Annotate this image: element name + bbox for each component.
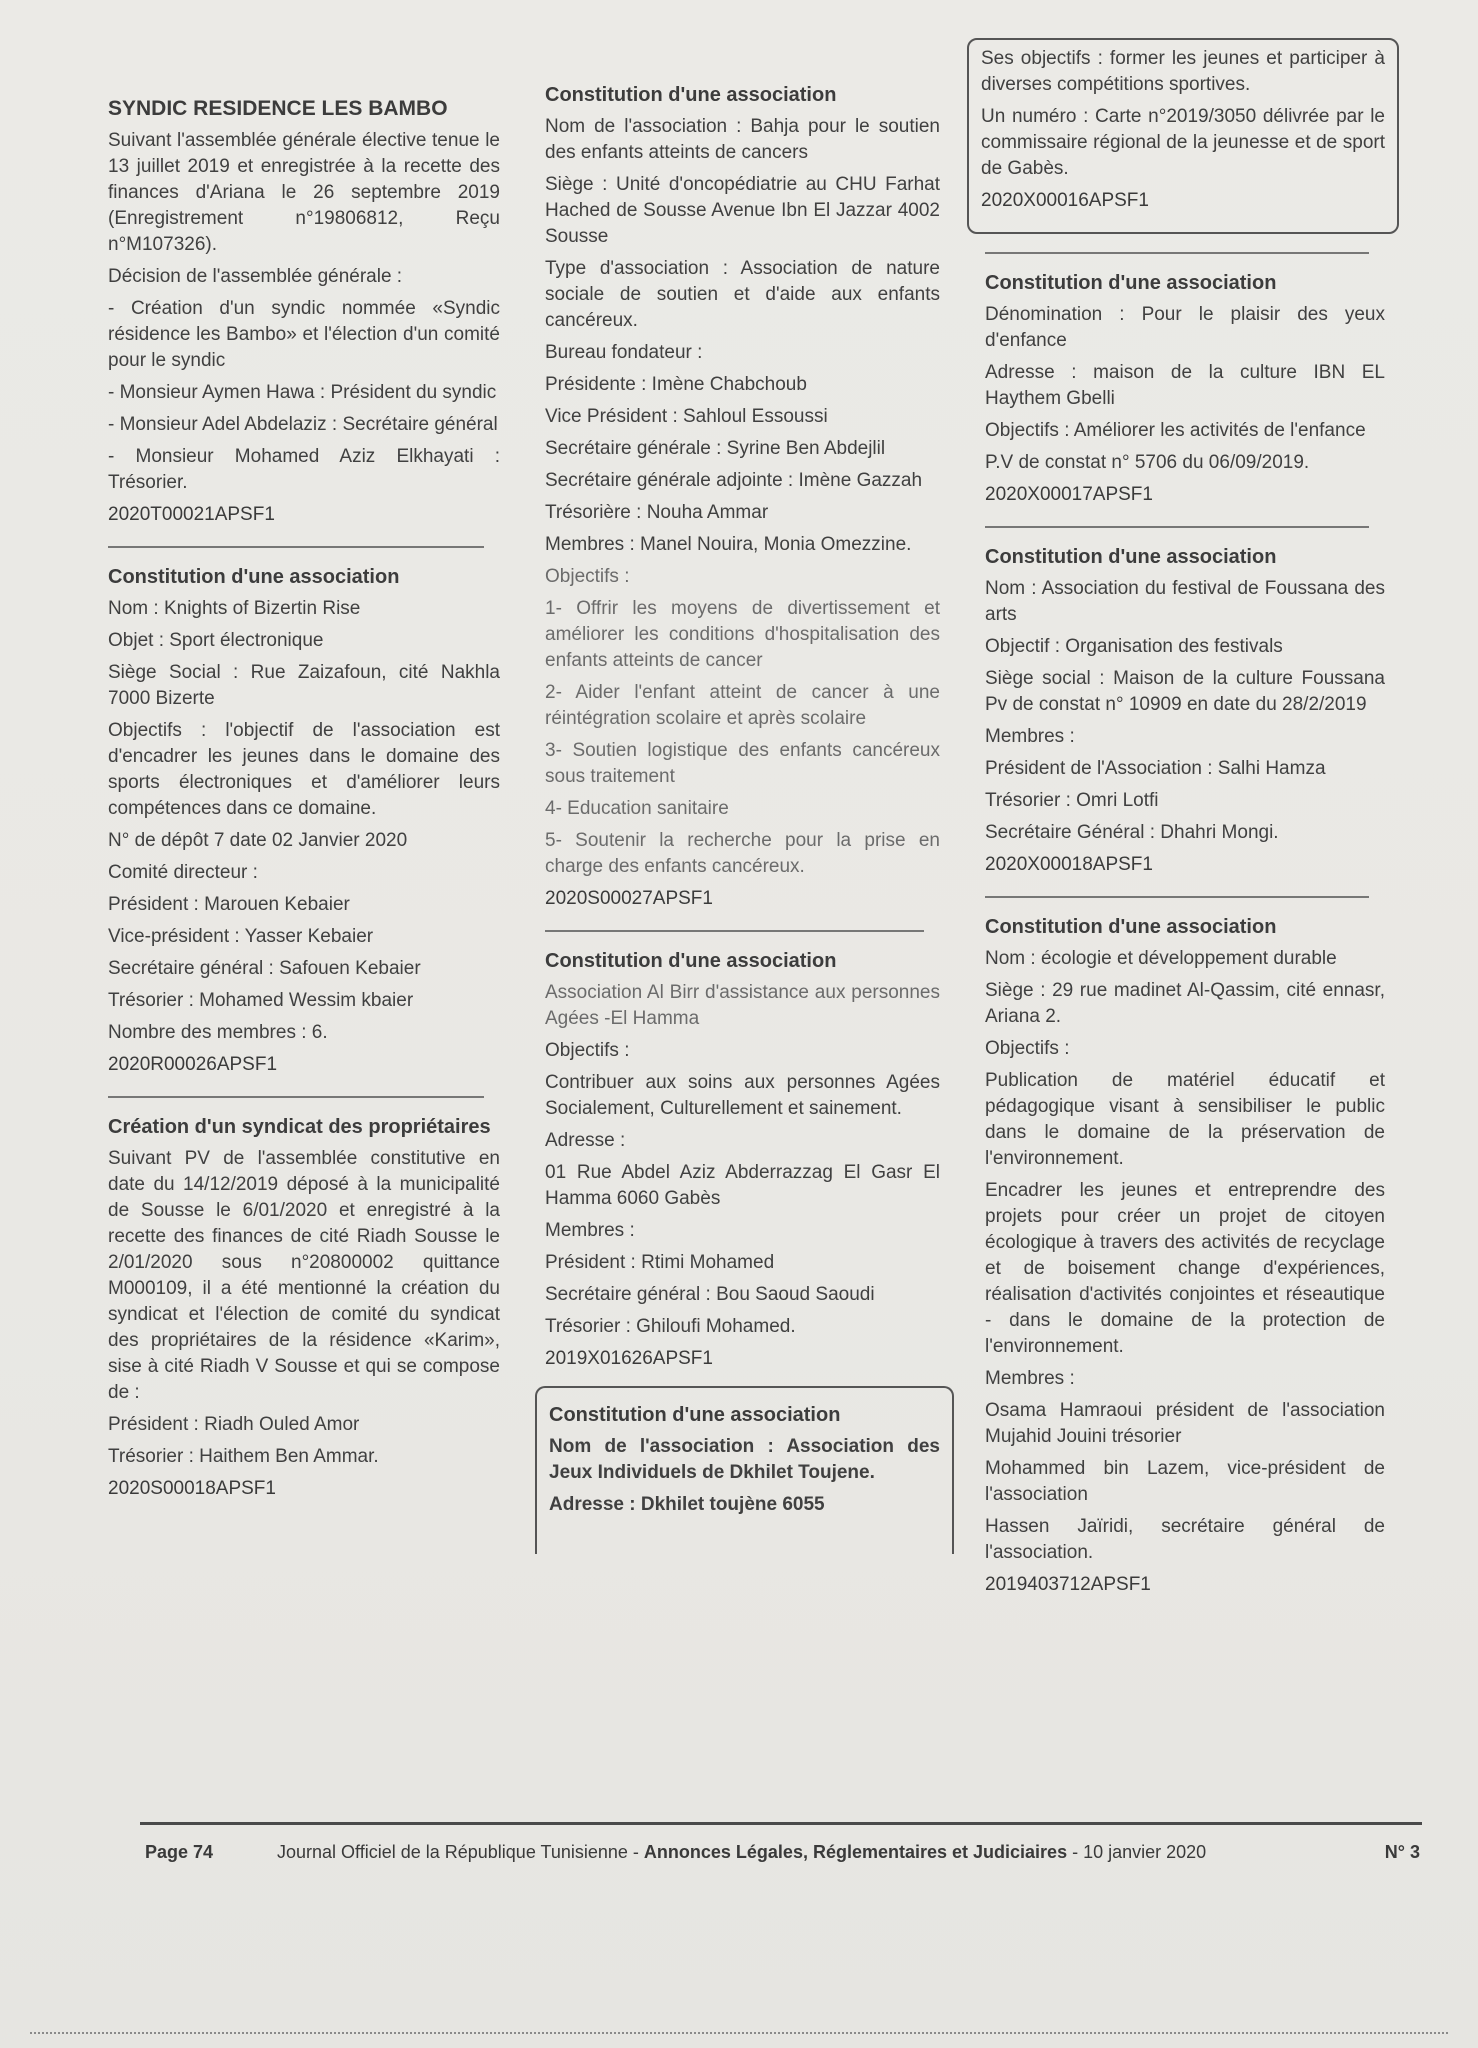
notice-text: Président : Marouen Kebaier — [108, 894, 350, 915]
notice-text: Membres : — [545, 1220, 635, 1241]
notice-text: Adresse : — [545, 1130, 626, 1151]
notice-text: 2- Aider l'enfant atteint de cancer à une réintégration scolaire et après scolaire — [545, 682, 940, 729]
section-divider — [108, 546, 484, 548]
notice-text: Adresse : Dkhilet toujène 6055 — [549, 1494, 825, 1515]
journal-section: Annonces Légales, Réglementaires et Judiciaires — [643, 1842, 1068, 1862]
notice-text: Présidente : Imène Chabchoub — [545, 374, 807, 395]
notice-text: P.V de constat n° 5706 du 06/09/2019. — [985, 452, 1310, 473]
notice-title: Constitution d'une association — [108, 566, 400, 588]
notice-text: Nom de l'association : Association des Jeux Individuels de Dkhilet Toujene. — [549, 1436, 940, 1483]
notice-reference: 2020R00026APSF1 — [108, 1054, 278, 1075]
notice-text: Suivant PV de l'assemblée constitutive en date du 14/12/2019 déposé à la municipalité de Sousse le 6/01/2020 et enregistré à la recette des finances de cité Riadh Sousse le 2/01/2020 sous n°20800002 quittance M000109, il a été mentionné la création du syndicat et l'élection de comité du syndicat des propriétaires de la résidence «Karim», sise à cité Riadh V Sousse et qui se compose de : — [108, 1148, 500, 1403]
notice-text: Secrétaire général : Bou Saoud Saoudi — [545, 1284, 875, 1305]
notice-text: Objectifs : — [985, 1038, 1070, 1059]
notice-text: - Monsieur Aymen Hawa : Président du syndic — [108, 382, 497, 403]
notice-syndic-bambo — [108, 96, 500, 528]
notice-text: Vice-président : Yasser Kebaier — [108, 926, 374, 947]
notice-title: Constitution d'une association — [545, 84, 837, 106]
notice-text: Vice Président : Sahloul Essoussi — [545, 406, 828, 427]
notice-text: Président de l'Association : Salhi Hamza — [985, 758, 1326, 779]
notice-text: 5- Soutenir la recherche pour la prise en charge des enfants cancéreux. — [545, 830, 940, 877]
notice-text: Trésorier : Mohamed Wessim kbaier — [108, 990, 414, 1011]
notice-text: Secrétaire Général : Dhahri Mongi. — [985, 822, 1279, 843]
notice-reference: 2020T00021APSF1 — [108, 504, 275, 525]
notice-text: Nombre des membres : 6. — [108, 1022, 328, 1043]
notice-text: Secrétaire général : Safouen Kebaier — [108, 958, 421, 979]
notice-text: - Création d'un syndic nommée «Syndic résidence les Bambo» et l'élection d'un comité pour le syndic — [108, 298, 500, 371]
notice-text: Trésorière : Nouha Ammar — [545, 502, 769, 523]
notice-text: Objectifs : — [545, 566, 630, 587]
notice-bahja — [545, 82, 940, 912]
notice-title: Constitution d'une association — [985, 272, 1277, 294]
page-number: Page 74 — [145, 1842, 214, 1862]
notice-ecologie — [985, 914, 1385, 1598]
section-divider — [985, 896, 1369, 898]
notice-text: 3- Soutien logistique des enfants cancéreux sous traitement — [545, 740, 940, 787]
notice-al-birr — [545, 948, 940, 1372]
notice-text: Contribuer aux soins aux personnes Agées Socialement, Culturellement et sainement. — [545, 1072, 940, 1119]
journal-title — [277, 1842, 1206, 1863]
notice-text: Siège : Unité d'oncopédiatrie au CHU Farhat Hached de Sousse Avenue Ibn El Jazzar 4002 Sousse — [545, 174, 940, 247]
notice-text: Siège Social : Rue Zaizafoun, cité Nakhla 7000 Bizerte — [108, 662, 500, 709]
notice-text: Nom : Association du festival de Foussana des arts — [985, 578, 1385, 625]
section-divider — [545, 930, 924, 932]
notice-foussana — [985, 544, 1385, 878]
notice-text: Type d'association : Association de nature sociale de soutien et d'aide aux enfants cancéreux. — [545, 258, 940, 331]
notice-continued-gabes — [967, 38, 1399, 234]
notice-title: SYNDIC RESIDENCE LES BAMBO — [108, 97, 448, 120]
notice-text: Secrétaire générale adjointe : Imène Gazzah — [545, 470, 923, 491]
notice-title: Création d'un syndicat des propriétaires — [108, 1116, 491, 1138]
notice-text: Membres : Manel Nouira, Monia Omezzine. — [545, 534, 912, 555]
notice-title: Constitution d'une association — [985, 916, 1277, 938]
section-divider — [985, 252, 1369, 254]
notice-text: Président : Rtimi Mohamed — [545, 1252, 775, 1273]
journal-name: Journal Officiel de la République Tunisienne - — [277, 1842, 639, 1862]
notice-text: Membres : — [985, 726, 1075, 747]
notice-syndicat-karim — [108, 1114, 500, 1502]
issue-number: N° 3 — [1384, 1842, 1420, 1862]
notice-reference: 2020S00027APSF1 — [545, 888, 713, 909]
notice-text: Hassen Jaïridi, secrétaire général de l'association. — [985, 1516, 1385, 1563]
scan-edge-line — [30, 2032, 1448, 2034]
column-3 — [981, 48, 1385, 1612]
notice-text: Bureau fondateur : — [545, 342, 703, 363]
notice-text: N° de dépôt 7 date 02 Janvier 2020 — [108, 830, 408, 851]
notice-reference: 2019403712APSF1 — [985, 1574, 1151, 1595]
notice-reference: 2020X00016APSF1 — [981, 190, 1149, 211]
notice-text: Ses objectifs : former les jeunes et participer à diverses compétitions sportives. — [981, 48, 1385, 95]
notice-text: Trésorier : Omri Lotfi — [985, 790, 1159, 811]
notice-text: Nom de l'association : Bahja pour le soutien des enfants atteints de cancers — [545, 116, 940, 163]
notice-reference: 2020S00018APSF1 — [108, 1478, 276, 1499]
section-divider — [108, 1096, 484, 1098]
section-divider — [985, 526, 1369, 528]
notice-text: 01 Rue Abdel Aziz Abderrazzag El Gasr El Hamma 6060 Gabès — [545, 1162, 940, 1209]
notice-text: Dénomination : Pour le plaisir des yeux d'enfance — [985, 304, 1385, 351]
notice-text: Comité directeur : — [108, 862, 258, 883]
notice-text: Objectifs : l'objectif de l'association est d'encadrer les jeunes dans le domaine des sports électroniques et d'améliorer leurs compétences dans ce domaine. — [108, 720, 500, 819]
notice-text: Encadrer les jeunes et entreprendre des projets pour créer un projet de citoyen écologique à travers des activités de recyclage et de boisement change d'expériences, réalisation d'activités conjointes et réseautique - dans le domaine de la protection de l'environnement. — [985, 1180, 1385, 1357]
notice-reference: 2019X01626APSF1 — [545, 1348, 713, 1369]
notice-knights-bizertin — [108, 564, 500, 1078]
notice-text: Président : Riadh Ouled Amor — [108, 1414, 360, 1435]
column-2 — [545, 60, 940, 1554]
notice-text: Nom : Knights of Bizertin Rise — [108, 598, 361, 619]
notice-text: - Monsieur Mohamed Aziz Elkhayati : Trésorier. — [108, 446, 500, 493]
journal-date: - 10 janvier 2020 — [1072, 1842, 1207, 1862]
notice-text: Objectifs : — [545, 1040, 630, 1061]
notice-text: Secrétaire générale : Syrine Ben Abdejlil — [545, 438, 886, 459]
notice-text: Mohammed bin Lazem, vice-président de l'association — [985, 1458, 1385, 1505]
notice-plaisir-yeux — [985, 270, 1385, 508]
notice-text: Trésorier : Haithem Ben Ammar. — [108, 1446, 379, 1467]
notice-text: Adresse : maison de la culture IBN EL Haythem Gbelli — [985, 362, 1385, 409]
notice-title: Constitution d'une association — [985, 546, 1277, 568]
notice-text: Objet : Sport électronique — [108, 630, 324, 651]
notice-text: Nom : écologie et développement durable — [985, 948, 1337, 969]
notice-text: - Monsieur Adel Abdelaziz : Secrétaire général — [108, 414, 498, 435]
notice-text: Un numéro : Carte n°2019/3050 délivrée par le commissaire régional de la jeunesse et de sport de Gabès. — [981, 106, 1385, 179]
notice-text: 1- Offrir les moyens de divertissement et améliorer les conditions d'hospitalisation des enfants atteints de cancer — [545, 598, 940, 671]
notice-text: 4- Education sanitaire — [545, 798, 729, 819]
notice-title: Constitution d'une association — [549, 1404, 841, 1426]
notice-text: Osama Hamraoui président de l'association Mujahid Jouini trésorier — [985, 1400, 1385, 1447]
notice-text: Objectifs : Améliorer les activités de l'enfance — [985, 420, 1366, 441]
notice-dkhilet-toujene — [535, 1386, 954, 1554]
notice-reference: 2020X00018APSF1 — [985, 854, 1153, 875]
notice-title: Constitution d'une association — [545, 950, 837, 972]
notice-reference: 2020X00017APSF1 — [985, 484, 1153, 505]
notice-text: Trésorier : Ghiloufi Mohamed. — [545, 1316, 796, 1337]
notice-text: Siège social : Maison de la culture Foussana Pv de constat n° 10909 en date du 28/2/2019 — [985, 668, 1385, 715]
notice-text: Siège : 29 rue madinet Al-Qassim, cité ennasr, Ariana 2. — [985, 980, 1385, 1027]
notice-text: Publication de matériel éducatif et pédagogique visant à sensibiliser le public dans le domaine de la préservation de l'environnement. — [985, 1070, 1385, 1169]
notice-text: Suivant l'assemblée générale élective tenue le 13 juillet 2019 et enregistrée à la recette des finances d'Ariana le 26 septembre 2019 (Enregistrement n°19806812, Reçu n°M107326). — [108, 130, 500, 255]
notice-text: Association Al Birr d'assistance aux personnes Agées -El Hamma — [545, 982, 940, 1029]
notice-text: Objectif : Organisation des festivals — [985, 636, 1283, 657]
column-1 — [108, 60, 500, 1516]
notice-text: Membres : — [985, 1368, 1075, 1389]
notice-text: Décision de l'assemblée générale : — [108, 266, 403, 287]
footer-divider — [140, 1822, 1422, 1825]
